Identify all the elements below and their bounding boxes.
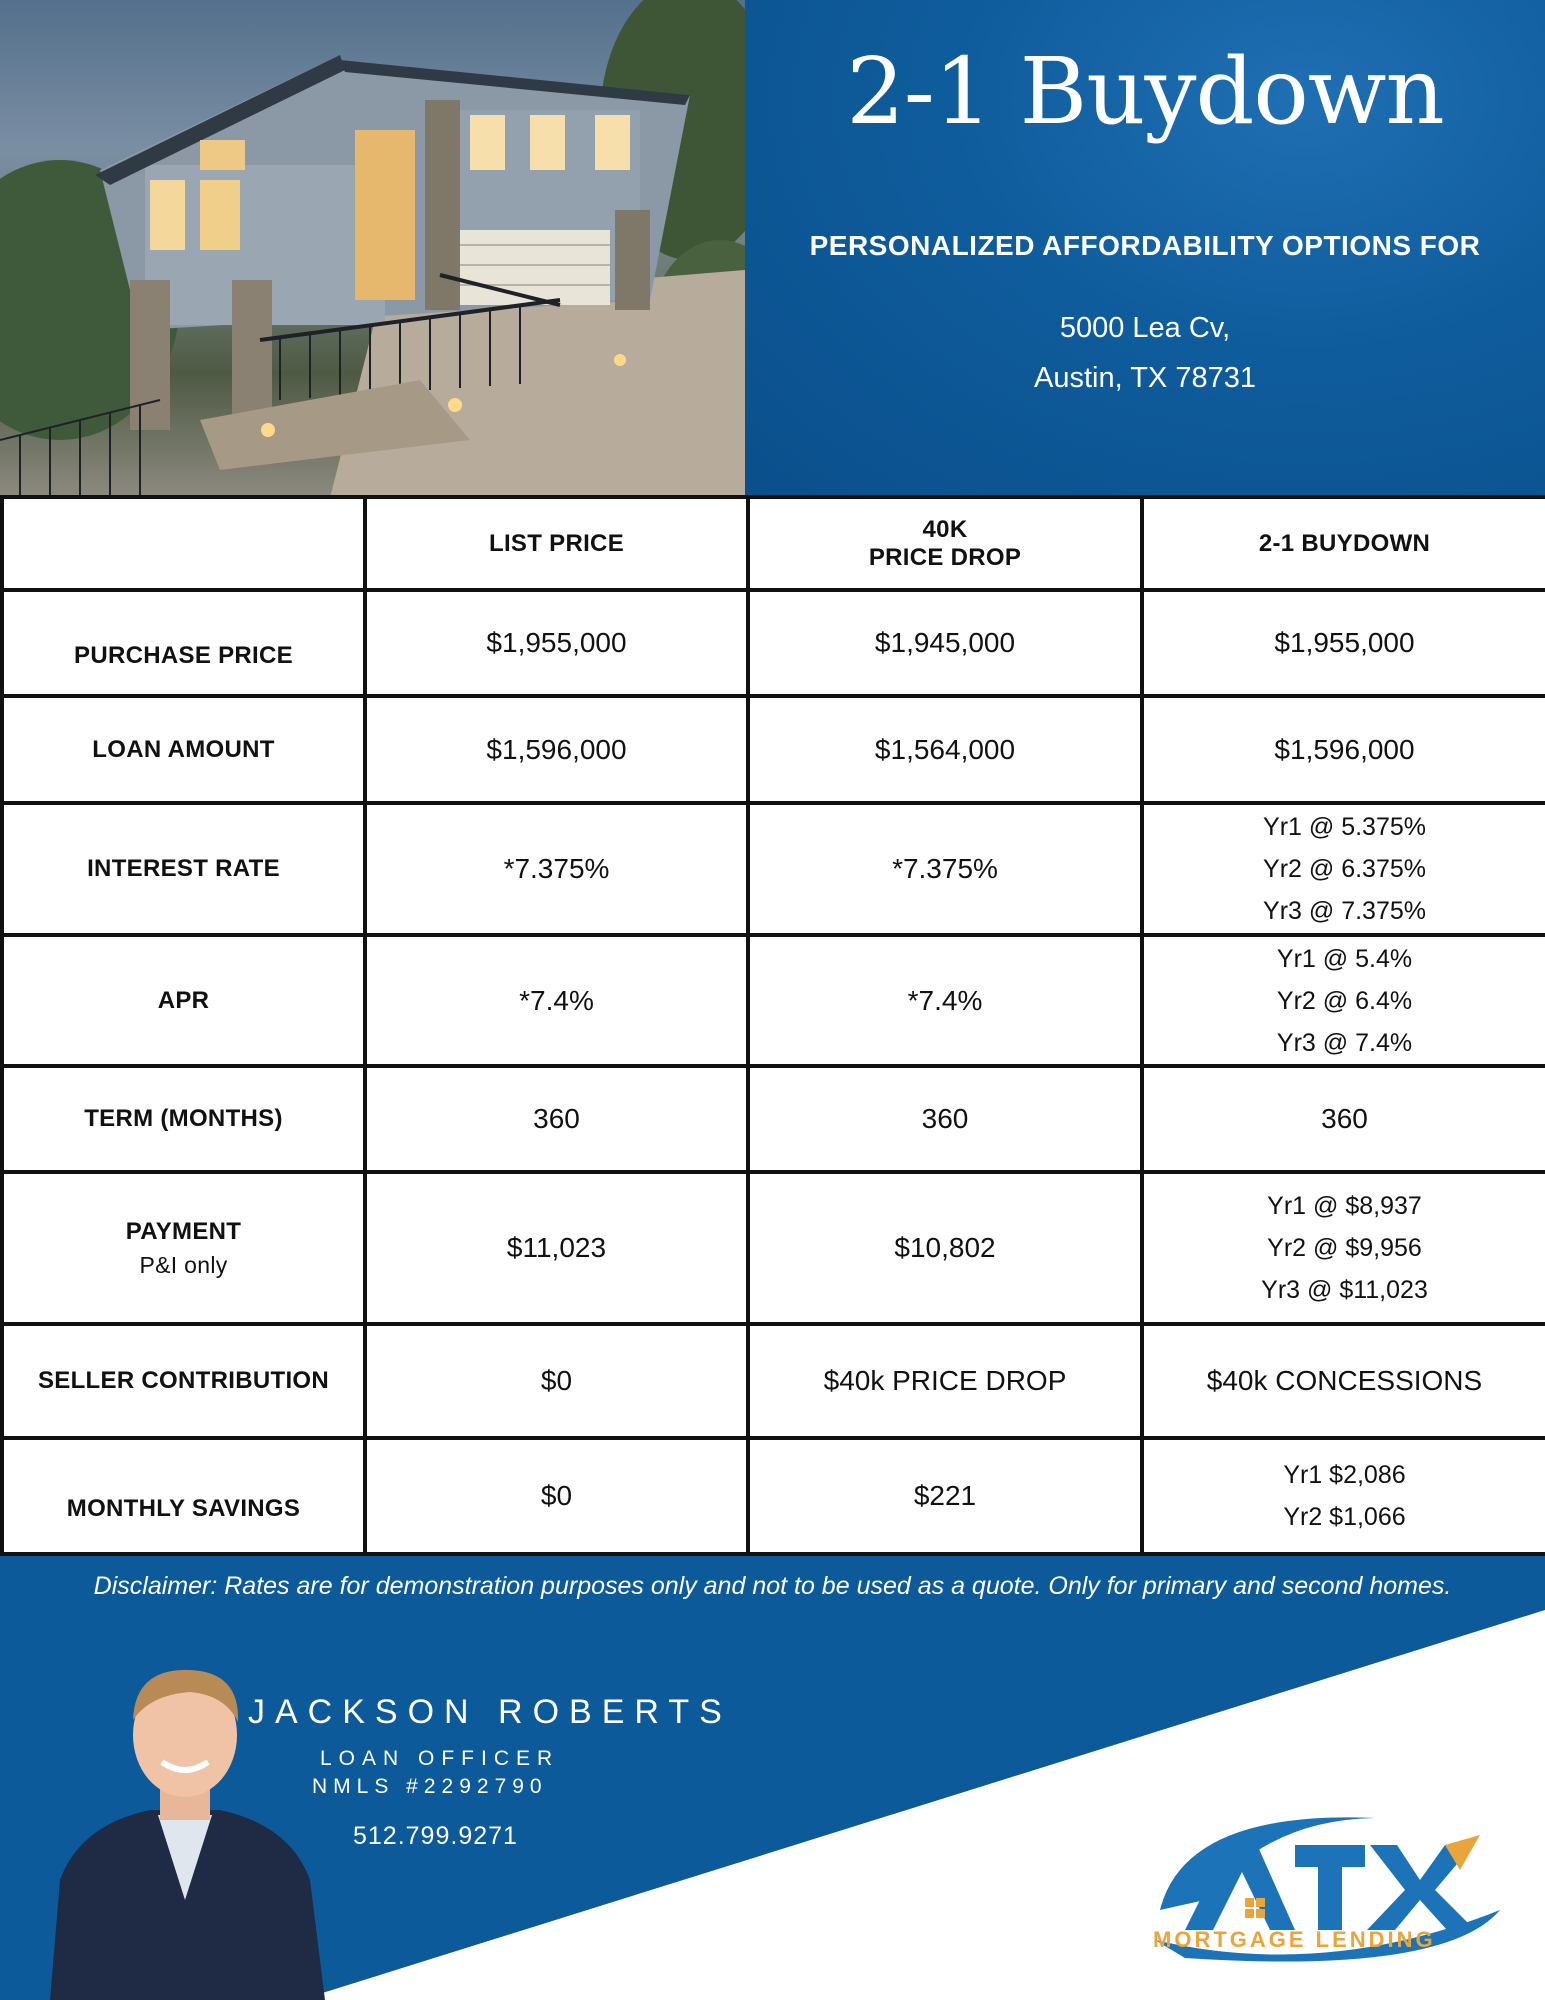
table-row bbox=[2, 1066, 1545, 1172]
payment-buydown bbox=[1142, 1172, 1545, 1324]
logo-text: MORTGAGE LENDING bbox=[1153, 1927, 1436, 1952]
savings-buydown-yr1: Yr1 $2,086 bbox=[1283, 1461, 1406, 1489]
row-label-payment bbox=[2, 1172, 365, 1324]
row-label-purchase-price: PURCHASE PRICE bbox=[2, 590, 365, 696]
purchase-list: $1,955,000 bbox=[365, 590, 748, 696]
seller-list: $0 bbox=[365, 1324, 748, 1438]
payment-label: PAYMENT bbox=[125, 1217, 242, 1245]
header-price-drop-line1: 40K bbox=[922, 515, 968, 543]
address-line-2: Austin, TX 78731 bbox=[1034, 362, 1256, 394]
term-buydown: 360 bbox=[1142, 1066, 1545, 1172]
agent-name: JACKSON ROBERTS bbox=[248, 1693, 732, 1731]
seller-buydown: $40k CONCESSIONS bbox=[1142, 1324, 1545, 1438]
table-row bbox=[2, 803, 1545, 935]
header-list-price: LIST PRICE bbox=[365, 497, 748, 590]
savings-drop: $221 bbox=[748, 1438, 1142, 1554]
agent-phone: 512.799.9271 bbox=[353, 1822, 518, 1850]
header-price-drop bbox=[748, 497, 1142, 590]
rate-list: *7.375% bbox=[365, 803, 748, 935]
loan-drop: $1,564,000 bbox=[748, 696, 1142, 803]
payment-sublabel: P&I only bbox=[139, 1251, 228, 1278]
table-header-row bbox=[2, 497, 1545, 590]
apr-buydown bbox=[1142, 935, 1545, 1066]
apr-buydown-yr1: Yr1 @ 5.4% bbox=[1276, 944, 1413, 973]
table-row bbox=[2, 590, 1545, 696]
row-label-monthly-savings: MONTHLY SAVINGS bbox=[2, 1438, 365, 1554]
apr-drop: *7.4% bbox=[748, 935, 1142, 1066]
header-empty-cell bbox=[2, 497, 365, 590]
payment-buydown-yr1: Yr1 @ $8,937 bbox=[1267, 1192, 1422, 1220]
subtitle: PERSONALIZED AFFORDABILITY OPTIONS FOR bbox=[809, 230, 1481, 261]
loan-buydown: $1,596,000 bbox=[1142, 696, 1545, 803]
table-row bbox=[2, 1438, 1545, 1554]
rate-buydown-yr1: Yr1 @ 5.375% bbox=[1263, 813, 1426, 841]
apr-list: *7.4% bbox=[365, 935, 748, 1066]
house-photo bbox=[0, 0, 745, 498]
seller-drop: $40k PRICE DROP bbox=[748, 1324, 1142, 1438]
apr-buydown-yr3: Yr3 @ 7.4% bbox=[1276, 1028, 1413, 1057]
term-list: 360 bbox=[365, 1066, 748, 1172]
purchase-buydown: $1,955,000 bbox=[1142, 590, 1545, 696]
agent-role: LOAN OFFICER bbox=[320, 1747, 560, 1770]
savings-buydown bbox=[1142, 1438, 1545, 1554]
row-label-seller-contribution: SELLER CONTRIBUTION bbox=[2, 1324, 365, 1438]
address-line-1: 5000 Lea Cv, bbox=[1059, 312, 1231, 344]
savings-buydown-yr2: Yr2 $1,066 bbox=[1283, 1503, 1406, 1531]
payment-drop: $10,802 bbox=[748, 1172, 1142, 1324]
rate-buydown-yr2: Yr2 @ 6.375% bbox=[1263, 855, 1426, 883]
header-price-drop-line2: PRICE DROP bbox=[868, 543, 1022, 571]
comparison-table bbox=[0, 495, 1545, 1556]
rate-buydown-yr3: Yr3 @ 7.375% bbox=[1263, 897, 1426, 925]
header bbox=[0, 0, 1545, 498]
title-panel bbox=[745, 0, 1545, 498]
row-label-interest-rate: INTEREST RATE bbox=[2, 803, 365, 935]
table-row bbox=[2, 1172, 1545, 1324]
purchase-drop: $1,945,000 bbox=[748, 590, 1142, 696]
table-row bbox=[2, 935, 1545, 1066]
agent-nmls: NMLS #2292790 bbox=[312, 1775, 548, 1798]
payment-buydown-yr3: Yr3 @ $11,023 bbox=[1261, 1276, 1428, 1304]
table-row bbox=[2, 696, 1545, 803]
payment-buydown-yr2: Yr2 @ $9,956 bbox=[1267, 1234, 1422, 1262]
savings-list: $0 bbox=[365, 1438, 748, 1554]
header-buydown: 2-1 BUYDOWN bbox=[1142, 497, 1545, 590]
term-drop: 360 bbox=[748, 1066, 1142, 1172]
row-label-loan-amount: LOAN AMOUNT bbox=[2, 696, 365, 803]
rate-buydown bbox=[1142, 803, 1545, 935]
table-row bbox=[2, 1324, 1545, 1438]
payment-list: $11,023 bbox=[365, 1172, 748, 1324]
rate-drop: *7.375% bbox=[748, 803, 1142, 935]
loan-list: $1,596,000 bbox=[365, 696, 748, 803]
disclaimer: Disclaimer: Rates are for demonstration purposes only and not to be used as a quote. Only for primary and second homes. bbox=[93, 1572, 1452, 1600]
row-label-apr: APR bbox=[2, 935, 365, 1066]
row-label-term: TERM (MONTHS) bbox=[2, 1066, 365, 1172]
page-title: 2-1 Buydown bbox=[846, 38, 1444, 145]
apr-buydown-yr2: Yr2 @ 6.4% bbox=[1276, 986, 1413, 1015]
